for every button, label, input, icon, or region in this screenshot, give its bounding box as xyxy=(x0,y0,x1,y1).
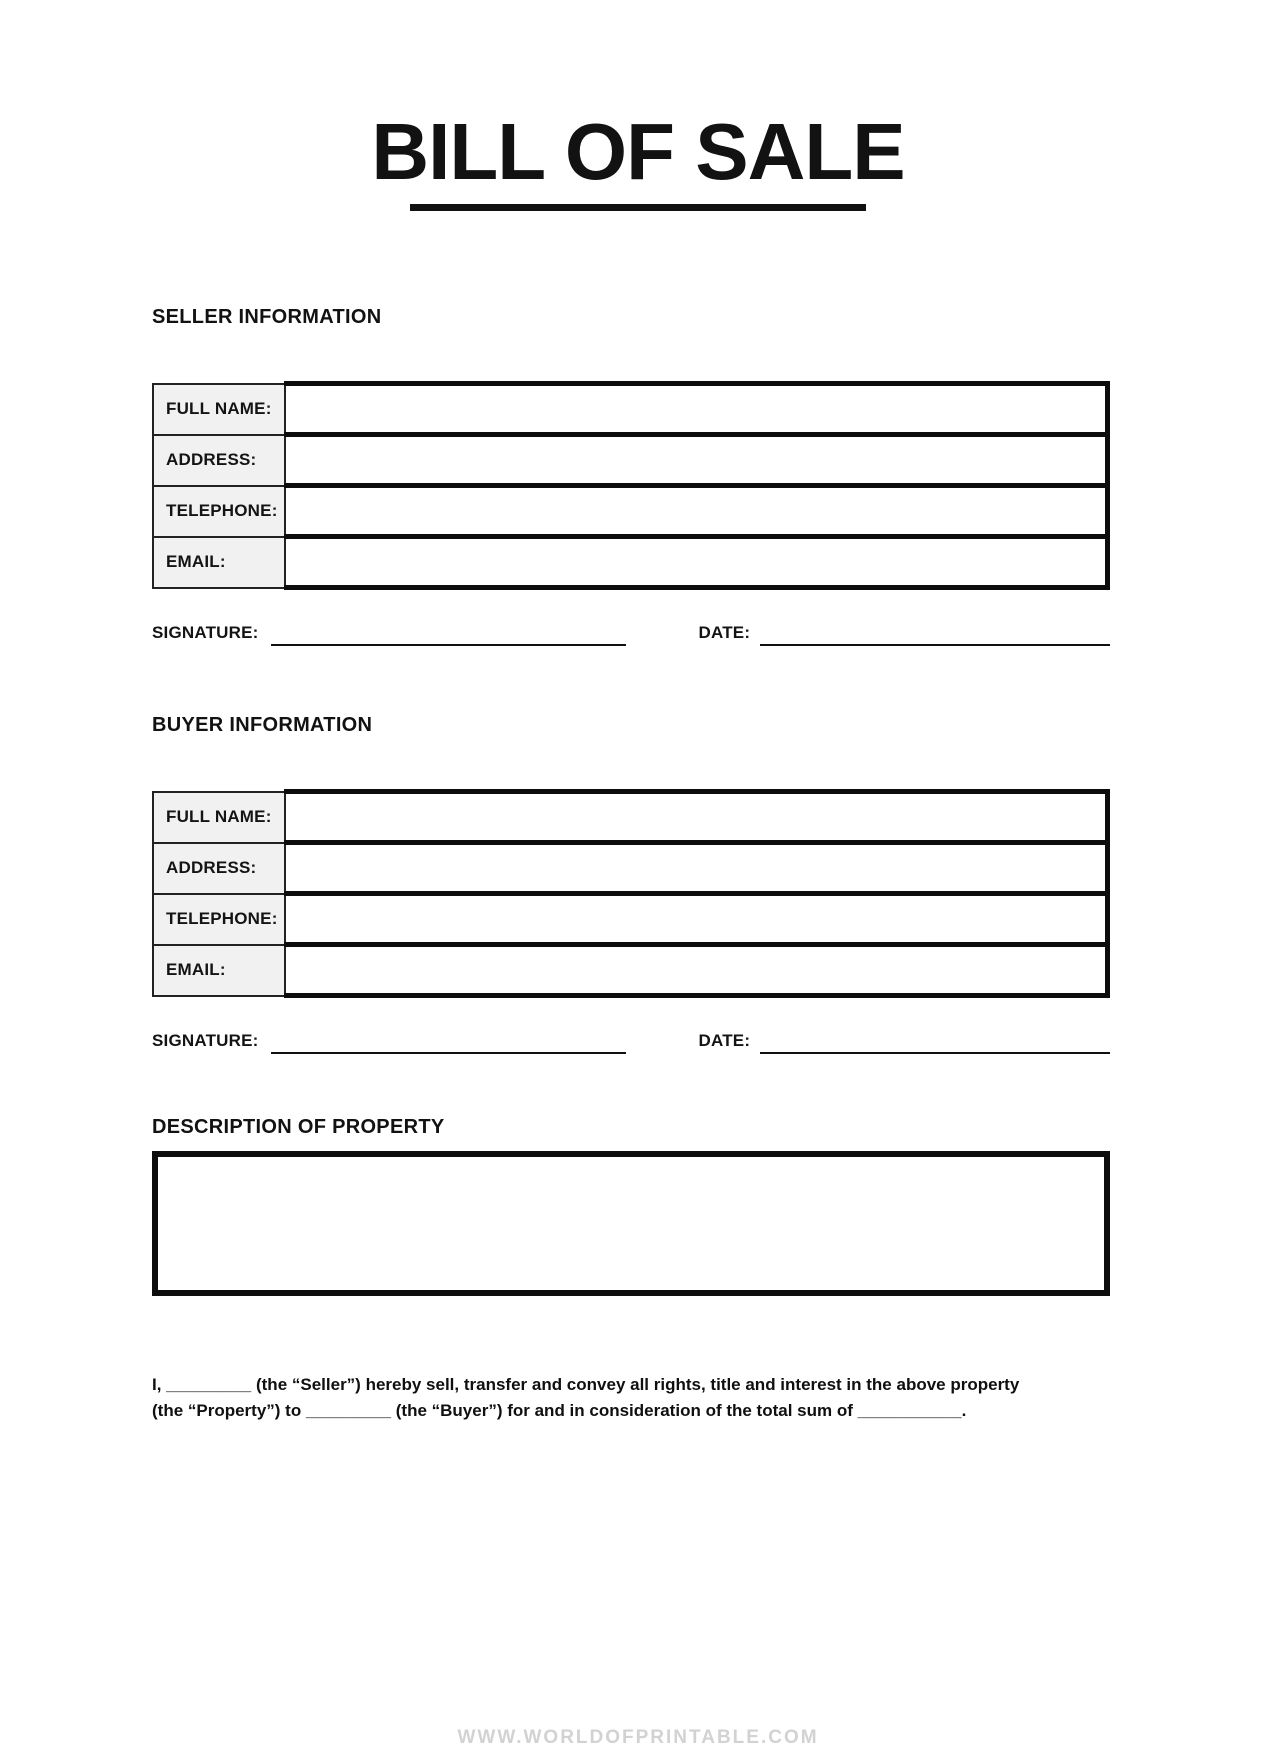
seller-telephone-field[interactable] xyxy=(285,486,1108,537)
table-row xyxy=(153,843,1108,894)
seller-full-name-field[interactable] xyxy=(285,384,1108,435)
buyer-address-label: ADDRESS: xyxy=(153,843,285,894)
buyer-info-table xyxy=(152,789,1110,998)
seller-address-field[interactable] xyxy=(285,435,1108,486)
seller-signature-line[interactable] xyxy=(271,630,626,646)
table-row xyxy=(153,435,1108,486)
buyer-section-heading: BUYER INFORMATION xyxy=(152,714,373,736)
legal-line-2: (the “Property”) to _________ (the “Buyer”) for and in consideration of the total sum of ___________. xyxy=(152,1401,967,1420)
footer-website: WWW.WORLDOFPRINTABLE.COM xyxy=(457,1727,819,1748)
property-description-field[interactable] xyxy=(152,1151,1110,1296)
buyer-signature-line[interactable] xyxy=(271,1038,626,1054)
buyer-full-name-label: FULL NAME: xyxy=(153,792,285,843)
table-row xyxy=(153,384,1108,435)
property-section-heading: DESCRIPTION OF PROPERTY xyxy=(152,1116,445,1138)
buyer-signature-label: SIGNATURE: xyxy=(152,1031,259,1050)
buyer-full-name-field[interactable] xyxy=(285,792,1108,843)
table-row xyxy=(153,792,1108,843)
seller-date-line[interactable] xyxy=(760,630,1110,646)
seller-email-label: EMAIL: xyxy=(153,537,285,588)
table-row xyxy=(153,894,1108,945)
buyer-date-line[interactable] xyxy=(760,1038,1110,1054)
buyer-telephone-label: TELEPHONE: xyxy=(153,894,285,945)
seller-info-table xyxy=(152,381,1110,590)
title-underline xyxy=(410,204,866,211)
buyer-email-field[interactable] xyxy=(285,945,1108,996)
table-row xyxy=(153,945,1108,996)
content-column xyxy=(152,306,1110,1424)
buyer-telephone-field[interactable] xyxy=(285,894,1108,945)
seller-signature-label: SIGNATURE: xyxy=(152,623,259,642)
buyer-signature-row xyxy=(152,1030,1110,1052)
legal-paragraph xyxy=(152,1372,1110,1424)
buyer-date-label: DATE: xyxy=(698,1031,751,1050)
table-row xyxy=(153,486,1108,537)
page-title: BILL OF SALE xyxy=(371,107,905,196)
legal-line-1: I, _________ (the “Seller”) hereby sell, transfer and convey all rights, title and interest in the above property xyxy=(152,1375,1020,1394)
seller-date-label: DATE: xyxy=(698,623,751,642)
seller-section-heading: SELLER INFORMATION xyxy=(152,306,382,328)
seller-telephone-label: TELEPHONE: xyxy=(153,486,285,537)
seller-address-label: ADDRESS: xyxy=(153,435,285,486)
buyer-address-field[interactable] xyxy=(285,843,1108,894)
buyer-email-label: EMAIL: xyxy=(153,945,285,996)
seller-full-name-label: FULL NAME: xyxy=(153,384,285,435)
seller-signature-row xyxy=(152,622,1110,644)
seller-email-field[interactable] xyxy=(285,537,1108,588)
bill-of-sale-page xyxy=(0,107,1276,1763)
table-row xyxy=(153,537,1108,588)
